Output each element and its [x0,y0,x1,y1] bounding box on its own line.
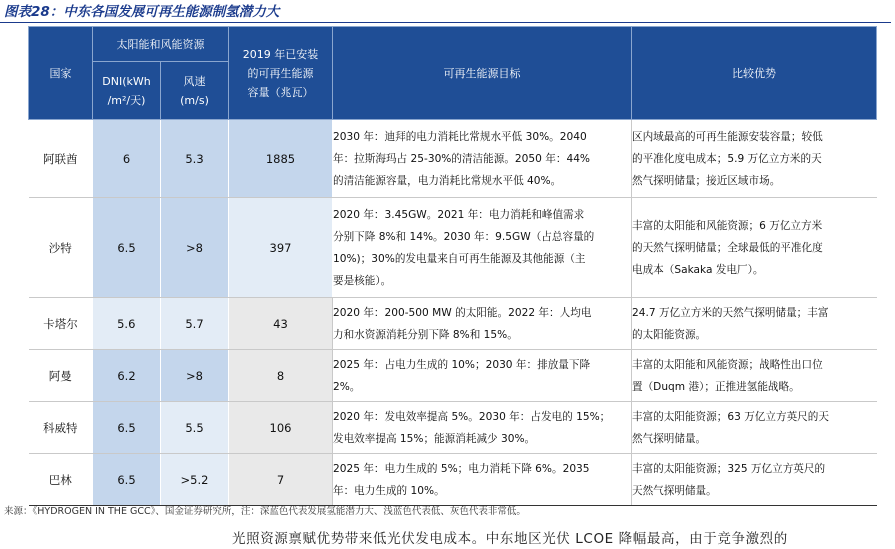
advantage-line: 电成本（Sakaka 发电厂）。 [632,263,764,276]
target-line: 分别下降 8%和 14%。2030 年：9.5GW（占总容量的 [333,230,595,243]
target-cell [333,298,632,350]
source-note: 来源：《HYDROGEN IN THE GCC》、国金证券研究所，注：深蓝色代表发展氢能潜力大、浅蓝色代表低、灰色代表非常低。 [4,506,526,517]
advantage-line: 置（Duqm 港）；正推进氢能战略。 [632,380,800,393]
capacity-cell: 1885 [229,120,333,198]
target-line: 要是核能）。 [333,274,392,287]
target-line: 2%。 [333,380,361,393]
country-cell: 巴林 [29,454,93,506]
header-capacity-line1: 2019 年已安装 [242,47,319,61]
target-cell [333,454,632,506]
body-paragraph: 光照资源禀赋优势带来低光伏发电成本。中东地区光伏 LCOE 降幅最高，由于竞争激烈的 [232,531,788,547]
advantage-cell [632,402,877,454]
target-line: 2025 年：电力生成的 5%；电力消耗下降 6%。2035 [333,462,590,475]
table-row [29,120,877,198]
target-line: 力和水资源消耗分别下降 8%和 15%。 [333,328,518,341]
wind-cell: 5.3 [161,120,229,198]
header-wind-line2: (m/s) [180,93,209,107]
target-cell [333,198,632,298]
dni-cell: 6.5 [93,402,161,454]
advantage-line: 丰富的太阳能和风能资源；战略性出口位 [632,358,823,371]
target-line: 2025 年：占电力生成的 10%；2030 年：排放量下降 [333,358,591,371]
figure-title: 图表28：中东各国发展可再生能源制氢潜力大 [4,4,280,20]
advantage-line: 的天然气探明储量；全球最低的平准化度 [632,241,823,254]
wind-cell: 5.5 [161,402,229,454]
country-cell: 科威特 [29,402,93,454]
advantage-cell [632,120,877,198]
country-cell: 沙特 [29,198,93,298]
header-resources: 太阳能和风能资源 [93,27,229,62]
capacity-cell: 8 [229,350,333,402]
target-line: 的清洁能源容量，电力消耗比常规水平低 40%。 [333,174,562,187]
advantage-line: 然气探明储量。 [632,432,707,445]
potential-table [28,26,877,506]
target-line: 2020 年：200-500 MW 的太阳能。2022 年：人均电 [333,306,592,319]
advantage-cell [632,198,877,298]
header-capacity [229,27,333,120]
header-wind-line1: 风速 [183,74,206,88]
advantage-line: 然气探明储量；接近区域市场。 [632,174,781,187]
dni-cell: 6.5 [93,198,161,298]
target-line: 2030 年：迪拜的电力消耗比常规水平低 30%。2040 [333,130,587,143]
wind-cell: 5.7 [161,298,229,350]
header-capacity-line2: 的可再生能源 [247,66,314,80]
capacity-cell: 397 [229,198,333,298]
wind-cell: >8 [161,198,229,298]
table-row [29,350,877,402]
table-row [29,402,877,454]
table-row [29,198,877,298]
header-capacity-line3: 容量（兆瓦） [247,85,314,99]
country-cell: 卡塔尔 [29,298,93,350]
advantage-line: 的平准化度电成本；5.9 万亿立方米的天 [632,152,822,165]
header-advantage: 比较优势 [632,27,877,120]
header-wind [161,62,229,120]
advantage-line: 的太阳能资源。 [632,328,707,341]
target-line: 年：电力生成的 10%。 [333,484,445,497]
header-dni-line2: /m²/天) [107,93,146,107]
target-line: 年：拉斯海玛占 25-30%的清洁能源。2050 年：44% [333,152,590,165]
advantage-cell [632,298,877,350]
advantage-line: 丰富的太阳能资源；325 万亿立方英尺的 [632,462,826,475]
country-cell: 阿联酋 [29,120,93,198]
wind-cell: >8 [161,350,229,402]
advantage-cell [632,350,877,402]
title-divider [0,22,891,23]
advantage-cell [632,454,877,506]
dni-cell: 5.6 [93,298,161,350]
dni-cell: 6.5 [93,454,161,506]
target-line: 发电效率提高 15%；能源消耗减少 30%。 [333,432,536,445]
target-line: 10%)；30%的发电量来自可再生能源及其他能源（主 [333,252,586,265]
dni-cell: 6.2 [93,350,161,402]
capacity-cell: 43 [229,298,333,350]
table-row [29,298,877,350]
advantage-line: 丰富的太阳能资源；63 万亿立方英尺的天 [632,410,829,423]
target-cell [333,120,632,198]
advantage-line: 区内域最高的可再生能源安装容量；较低 [632,130,823,143]
target-line: 2020 年：发电效率提高 5%。2030 年：占发电的 15%； [333,410,611,423]
header-dni [93,62,161,120]
header-target: 可再生能源目标 [333,27,632,120]
country-cell: 阿曼 [29,350,93,402]
advantage-line: 天然气探明储量。 [632,484,717,497]
advantage-line: 丰富的太阳能和风能资源；6 万亿立方米 [632,219,823,232]
target-line: 2020 年：3.45GW。2021 年：电力消耗和峰值需求 [333,208,585,221]
target-cell [333,350,632,402]
target-cell [333,402,632,454]
header-dni-line1: DNI(kWh [102,74,151,88]
header-country: 国家 [29,27,93,120]
table-row [29,454,877,506]
capacity-cell: 7 [229,454,333,506]
wind-cell: >5.2 [161,454,229,506]
capacity-cell: 106 [229,402,333,454]
dni-cell: 6 [93,120,161,198]
advantage-line: 24.7 万亿立方米的天然气探明储量；丰富 [632,306,829,319]
